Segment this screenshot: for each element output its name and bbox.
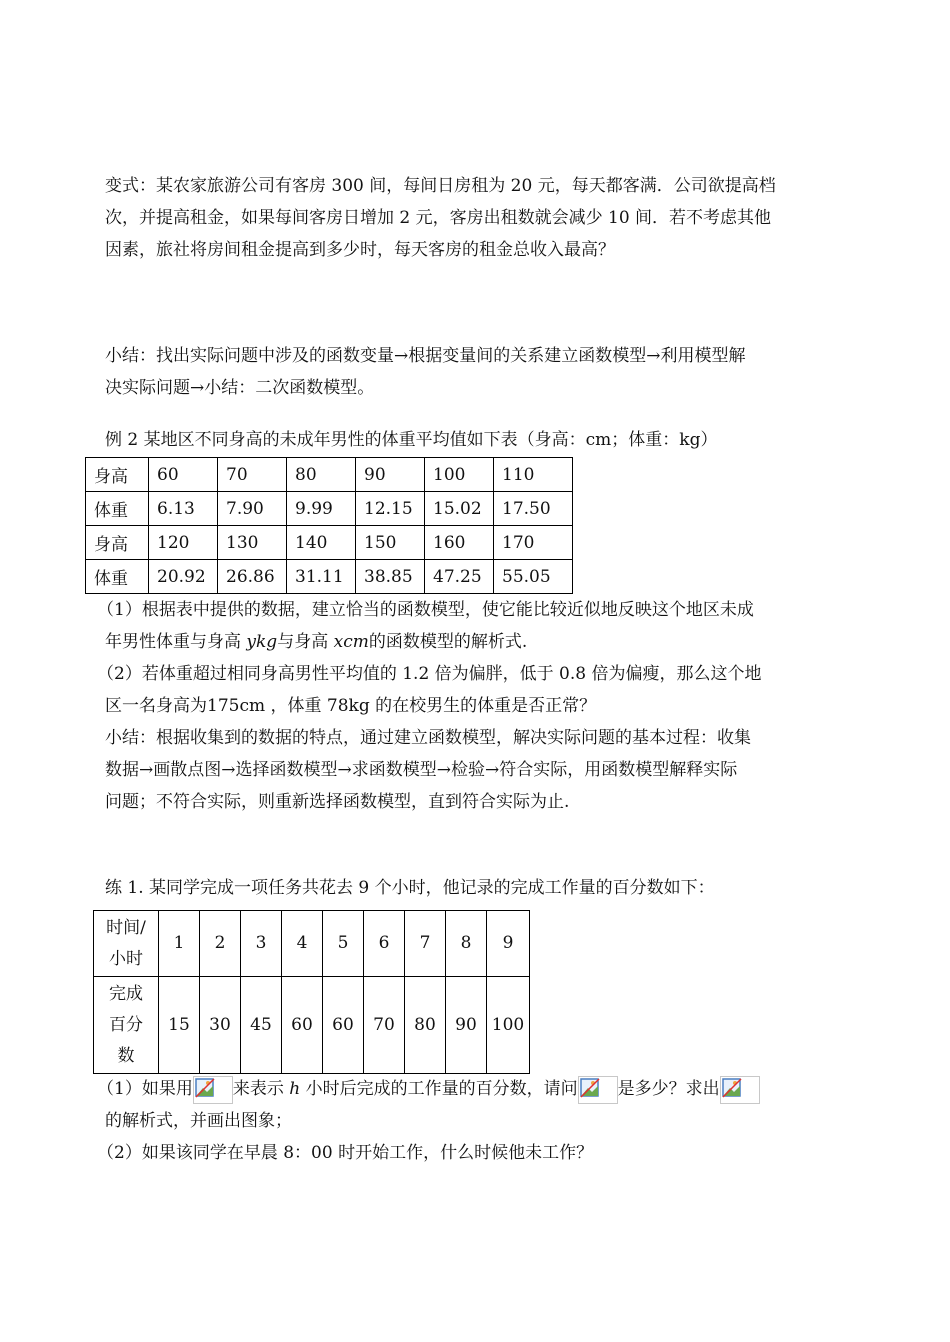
table-cell: 100 bbox=[487, 977, 530, 1074]
question-1-line: （1）根据表中提供的数据，建立恰当的函数模型，使它能比较近似地反映这个地区未成 bbox=[97, 600, 754, 620]
table-cell: 20.92 bbox=[149, 560, 218, 594]
table-cell: 12.15 bbox=[356, 492, 425, 526]
table-cell: 70 bbox=[218, 458, 287, 492]
table-cell: 130 bbox=[218, 526, 287, 560]
table-cell: 60 bbox=[323, 977, 364, 1074]
table-cell: 150 bbox=[356, 526, 425, 560]
summary-line: 数据→画散点图→选择函数模型→求函数模型→检验→符合实际，用函数模型解释实际 bbox=[105, 760, 738, 780]
table-cell: 7 bbox=[405, 911, 446, 977]
table-cell: 2 bbox=[200, 911, 241, 977]
exercise1-questions bbox=[97, 1073, 850, 1169]
table-cell: 140 bbox=[287, 526, 356, 560]
question-1-line: （1）如果用 来表示 h 小时后完成的工作量的百分数，请问 是多少？求出 bbox=[97, 1073, 850, 1105]
table-cell: 身高 bbox=[86, 458, 149, 492]
variant-line: 因素，旅社将房间租金提高到多少时，每天客房的租金总收入最高？ bbox=[105, 240, 615, 260]
broken-image-icon bbox=[193, 1076, 233, 1104]
table-row bbox=[86, 458, 573, 492]
question-2-line: （2）如果该同学在早晨 8：00 时开始工作，什么时候他未工作？ bbox=[97, 1143, 594, 1163]
example2-title: 例 2 某地区不同身高的未成年男性的体重平均值如下表（身高：cm；体重：kg） bbox=[105, 430, 718, 450]
variable-h: h bbox=[289, 1079, 301, 1099]
question-2-line: 区一名身高为175cm ，体重 78kg 的在校男生的体重是否正常？ bbox=[105, 696, 597, 716]
table-cell: 120 bbox=[149, 526, 218, 560]
table-cell: 55.05 bbox=[494, 560, 573, 594]
table-header-cell: 时间/ 小时 bbox=[94, 911, 159, 977]
table-cell: 15 bbox=[159, 977, 200, 1074]
table-cell: 160 bbox=[425, 526, 494, 560]
table-cell: 8 bbox=[446, 911, 487, 977]
variant-line: 变式：某农家旅游公司有客房 300 间，每间日房租为 20 元，每天都客满．公司欲提高档 bbox=[105, 176, 776, 196]
table-cell: 170 bbox=[494, 526, 573, 560]
variable-x: xcm bbox=[333, 632, 369, 652]
table-cell: 6 bbox=[364, 911, 405, 977]
table-cell: 7.90 bbox=[218, 492, 287, 526]
variant-line: 次，并提高租金，如果每间客房日增加 2 元，客房出租数就会减少 10 间．若不考虑其他 bbox=[105, 208, 772, 228]
table-row bbox=[86, 492, 573, 526]
table-header-cell: 完成 百分 数 bbox=[94, 977, 159, 1074]
table-cell: 9.99 bbox=[287, 492, 356, 526]
table-cell: 身高 bbox=[86, 526, 149, 560]
example2-questions bbox=[97, 594, 850, 818]
table-cell: 17.50 bbox=[494, 492, 573, 526]
table-cell: 体重 bbox=[86, 492, 149, 526]
table-cell: 100 bbox=[425, 458, 494, 492]
question-2-line: （2）若体重超过相同身高男性平均值的 1.2 倍为偏胖，低于 0.8 倍为偏瘦，那么这个地 bbox=[97, 664, 762, 684]
table-cell: 26.86 bbox=[218, 560, 287, 594]
table-row bbox=[94, 977, 530, 1074]
table-cell: 70 bbox=[364, 977, 405, 1074]
broken-image-icon bbox=[720, 1076, 760, 1104]
table-cell: 47.25 bbox=[425, 560, 494, 594]
summary-line: 小结：根据收集到的数据的特点，通过建立函数模型，解决实际问题的基本过程：收集 bbox=[105, 728, 751, 748]
table-cell: 80 bbox=[287, 458, 356, 492]
broken-image-icon bbox=[578, 1076, 618, 1104]
question-1-line: 年男性体重与身高 ykg与身高 xcm的函数模型的解析式. bbox=[105, 632, 528, 652]
summary-1 bbox=[105, 340, 850, 404]
variant-problem bbox=[105, 170, 850, 266]
table-cell: 45 bbox=[241, 977, 282, 1074]
table-cell: 110 bbox=[494, 458, 573, 492]
table-row bbox=[94, 911, 530, 977]
table-cell: 5 bbox=[323, 911, 364, 977]
table-row bbox=[86, 560, 573, 594]
table-cell: 90 bbox=[356, 458, 425, 492]
exercise1-title: 练 1. 某同学完成一项任务共花去 9 个小时，他记录的完成工作量的百分数如下： bbox=[105, 878, 715, 898]
table-cell: 30 bbox=[200, 977, 241, 1074]
table-cell: 9 bbox=[487, 911, 530, 977]
table-cell: 4 bbox=[282, 911, 323, 977]
table-cell: 38.85 bbox=[356, 560, 425, 594]
table-cell: 60 bbox=[282, 977, 323, 1074]
variable-y: ykg bbox=[246, 632, 278, 652]
table-cell: 1 bbox=[159, 911, 200, 977]
table-cell: 3 bbox=[241, 911, 282, 977]
table-cell: 60 bbox=[149, 458, 218, 492]
table-cell: 体重 bbox=[86, 560, 149, 594]
height-weight-table bbox=[85, 457, 573, 594]
table-cell: 90 bbox=[446, 977, 487, 1074]
table-cell: 80 bbox=[405, 977, 446, 1074]
table-cell: 31.11 bbox=[287, 560, 356, 594]
table-cell: 6.13 bbox=[149, 492, 218, 526]
summary-line: 决实际问题→小结：二次函数模型。 bbox=[105, 378, 375, 398]
question-1-line: 的解析式，并画出图象； bbox=[105, 1111, 292, 1131]
table-row bbox=[86, 526, 573, 560]
summary-line: 问题；不符合实际，则重新选择函数模型，直到符合实际为止. bbox=[105, 792, 570, 812]
table-cell: 15.02 bbox=[425, 492, 494, 526]
work-percent-table bbox=[93, 910, 530, 1074]
summary-line: 小结：找出实际问题中涉及的函数变量→根据变量间的关系建立函数模型→利用模型解 bbox=[105, 346, 746, 366]
